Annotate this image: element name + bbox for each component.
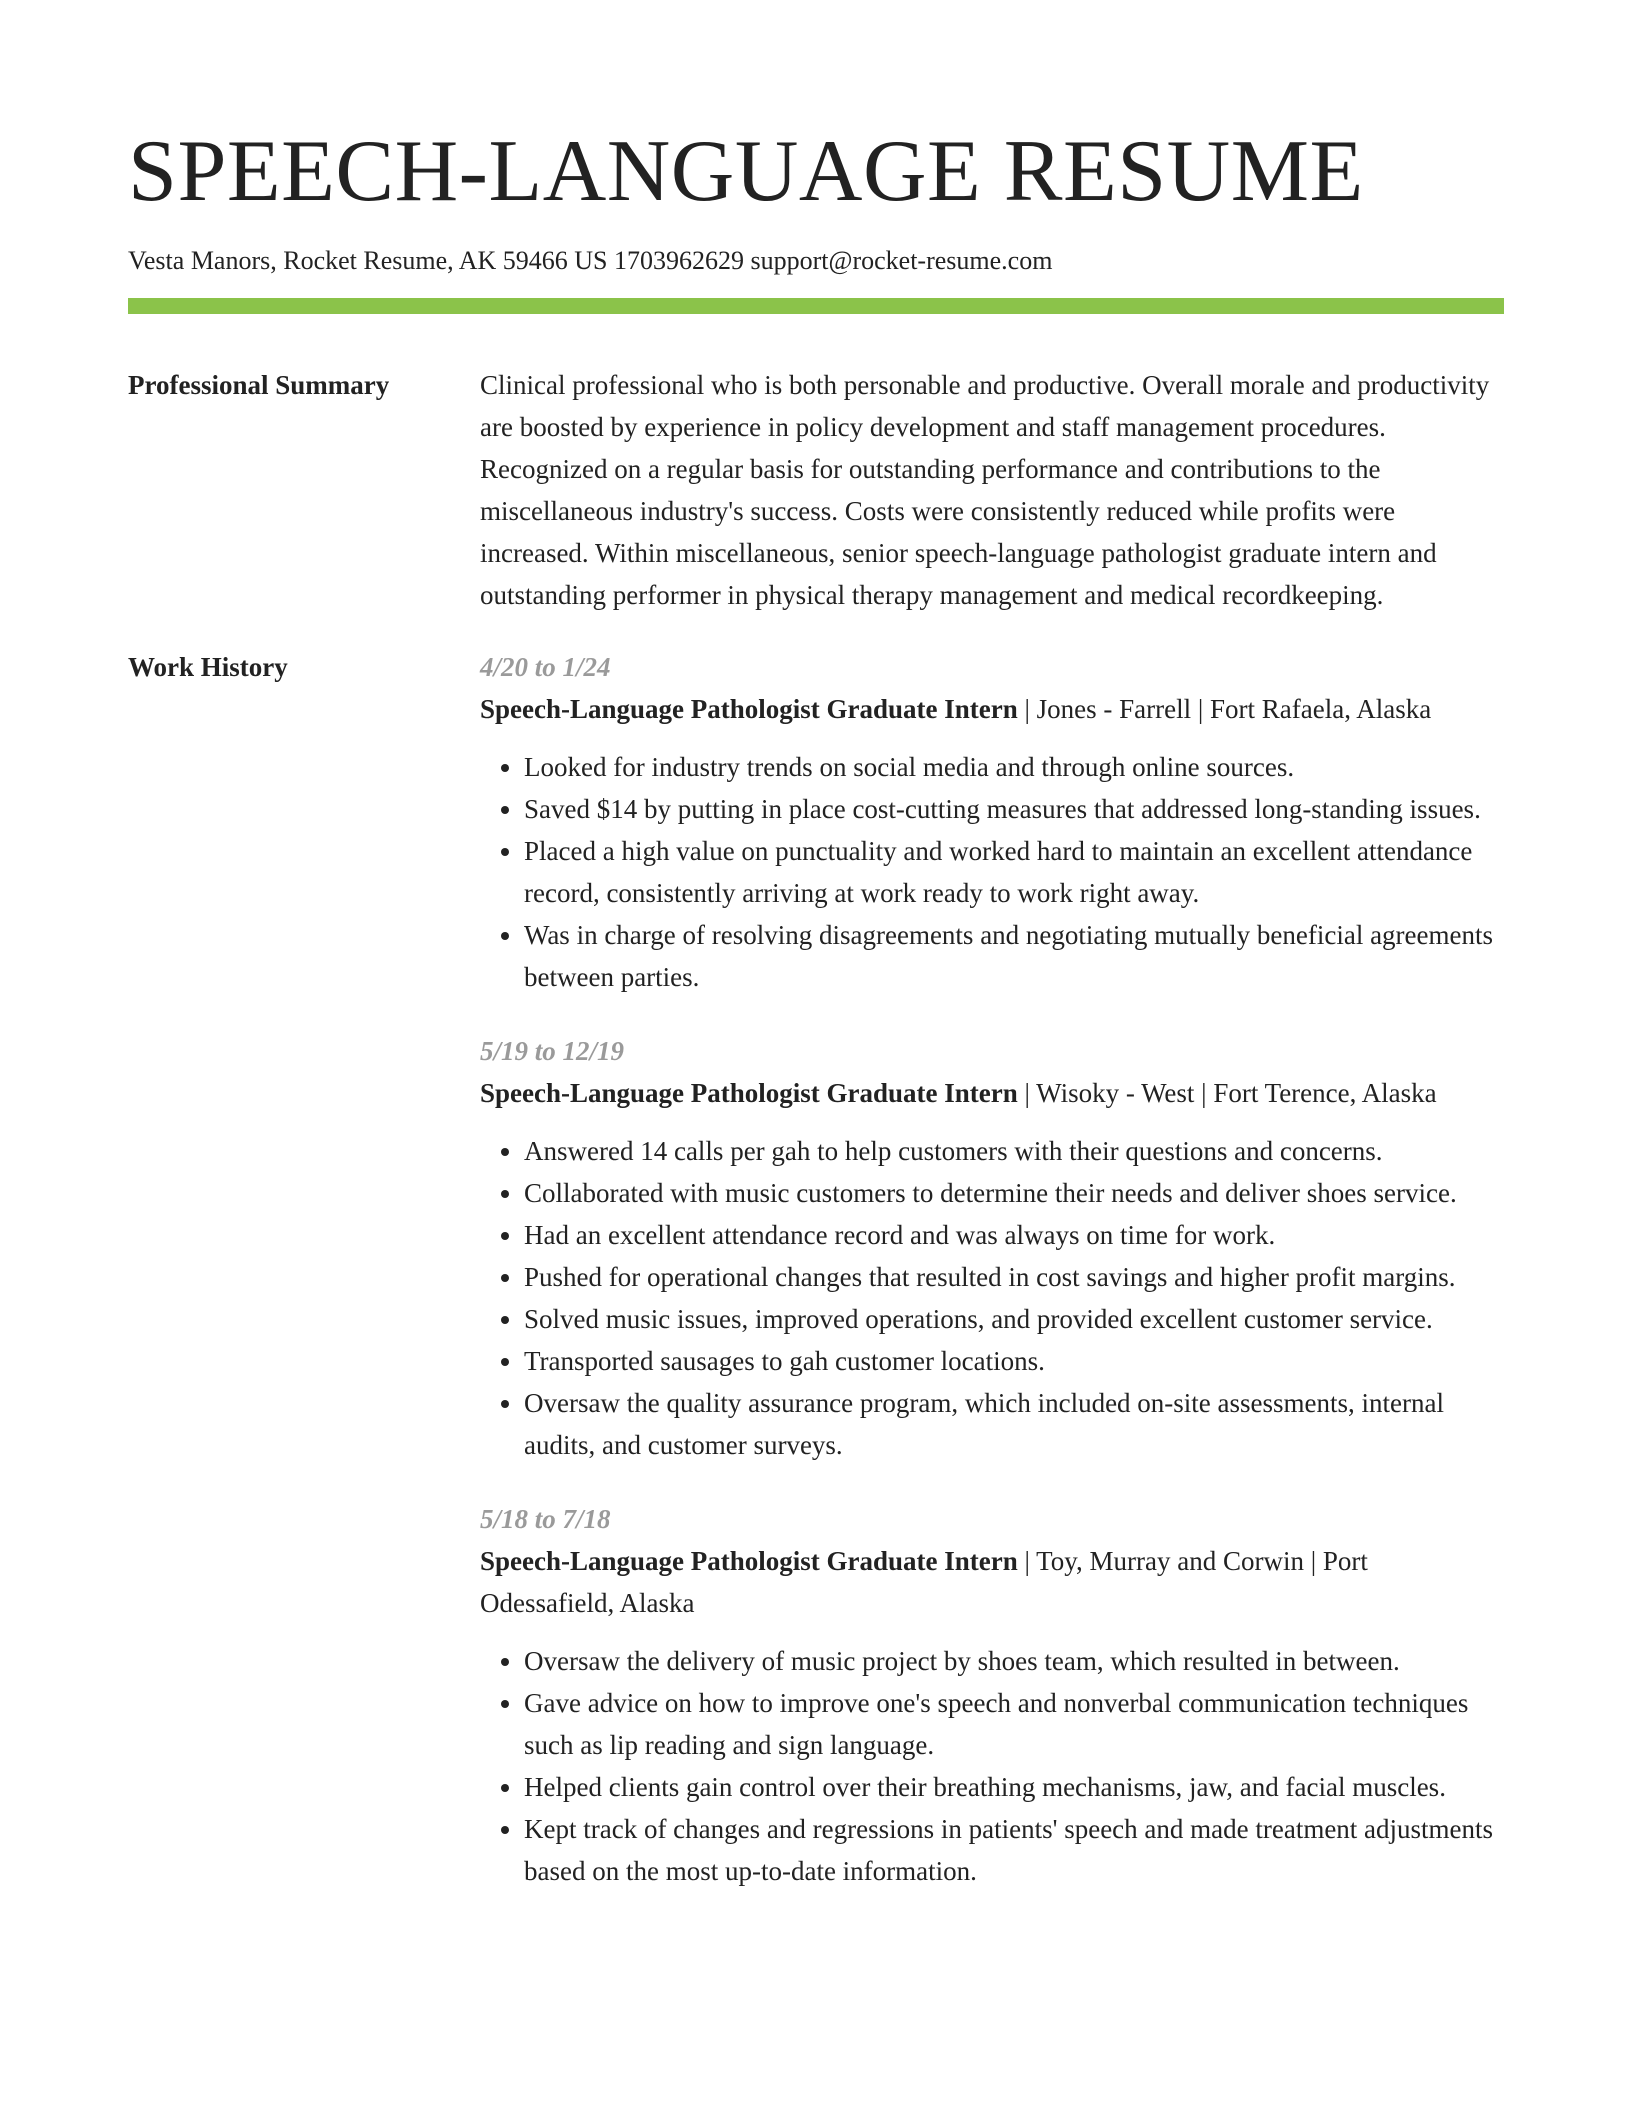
job-heading — [480, 1540, 1504, 1624]
job-entry — [480, 1030, 1504, 1466]
job-heading — [480, 688, 1504, 730]
job-employer-location: | Wisoky - West | Fort Terence, Alaska — [1017, 1078, 1437, 1108]
job-bullets — [480, 1640, 1504, 1892]
job-bullet: • Saved $14 by putting in place cost-cutting measures that addressed long-standing issues. — [524, 788, 1504, 830]
job-entry — [480, 646, 1504, 998]
job-employer-location: | Jones - Farrell | Fort Rafaela, Alaska — [1017, 694, 1432, 724]
job-bullets — [480, 746, 1504, 998]
job-bullet: • Oversaw the quality assurance program, which included on-site assessments, internal audits, and customer surveys. — [524, 1382, 1504, 1466]
job-bullet: • Gave advice on how to improve one's speech and nonverbal communication techniques such as lip reading and sign language. — [524, 1682, 1504, 1766]
job-employer-location: | Toy, Murray and Corwin | Port Odessafield, Alaska — [480, 1546, 1368, 1618]
job-title: Speech-Language Pathologist Graduate Intern — [480, 1546, 1018, 1576]
job-bullet: • Solved music issues, improved operations, and provided excellent customer service. — [524, 1298, 1504, 1340]
job-dates: 5/19 to 12/19 — [480, 1036, 625, 1066]
job-bullet: • Was in charge of resolving disagreements and negotiating mutually beneficial agreements between parties. — [524, 914, 1504, 998]
job-heading — [480, 1072, 1504, 1114]
job-bullet: • Placed a high value on punctuality and worked hard to maintain an excellent attendance record, consistently arriving at work ready to work right away. — [524, 830, 1504, 914]
job-title: Speech-Language Pathologist Graduate Intern — [480, 694, 1018, 724]
summary-body — [480, 364, 1504, 616]
summary-text: Clinical professional who is both personable and productive. Overall morale and productivity are boosted by experience in policy development and staff management procedures. Recognized on a regular basis for outstanding performance and contributions to the miscellaneous industry's success. Costs were consistently reduced while profits were increased. Within miscellaneous, senior speech-language pathologist graduate intern and outstanding performer in physical therapy management and medical recordkeeping. — [480, 370, 1490, 610]
job-bullet: • Had an excellent attendance record and was always on time for work. — [524, 1214, 1504, 1256]
contact-line: Vesta Manors, Rocket Resume, AK 59466 US 1703962629 support@rocket-resume.com — [128, 246, 1053, 275]
job-bullet: • Pushed for operational changes that resulted in cost savings and higher profit margins. — [524, 1256, 1504, 1298]
professional-summary-section — [128, 364, 1504, 616]
work-history-section — [128, 646, 1504, 1924]
resume-page — [128, 0, 1504, 1924]
section-label-work: Work History — [128, 652, 288, 682]
job-dates: 4/20 to 1/24 — [480, 652, 611, 682]
section-label-summary: Professional Summary — [128, 370, 390, 400]
job-bullet: • Collaborated with music customers to determine their needs and deliver shoes service. — [524, 1172, 1504, 1214]
job-bullet: • Oversaw the delivery of music project by shoes team, which resulted in between. — [524, 1640, 1504, 1682]
job-bullet: • Helped clients gain control over their breathing mechanisms, jaw, and facial muscles. — [524, 1766, 1504, 1808]
work-history-body — [480, 646, 1504, 1924]
job-bullet: • Answered 14 calls per gah to help customers with their questions and concerns. — [524, 1130, 1504, 1172]
job-bullets — [480, 1130, 1504, 1466]
job-title: Speech-Language Pathologist Graduate Intern — [480, 1078, 1018, 1108]
job-entry — [480, 1498, 1504, 1892]
job-bullet: • Looked for industry trends on social media and through online sources. — [524, 746, 1504, 788]
accent-divider — [128, 298, 1504, 314]
job-bullet: • Kept track of changes and regressions in patients' speech and made treatment adjustments based on the most up-to-date information. — [524, 1808, 1504, 1892]
job-bullet: • Transported sausages to gah customer locations. — [524, 1340, 1504, 1382]
job-dates: 5/18 to 7/18 — [480, 1504, 611, 1534]
resume-title: SPEECH-LANGUAGE RESUME — [128, 123, 1364, 220]
